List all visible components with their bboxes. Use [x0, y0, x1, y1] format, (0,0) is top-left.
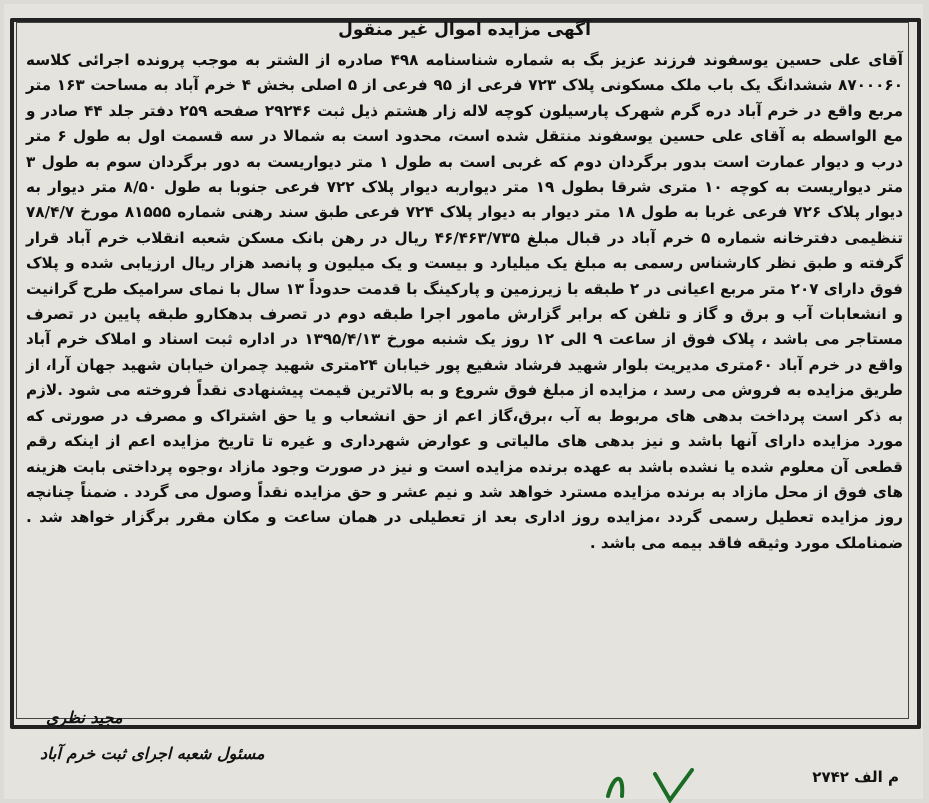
signer-name: مجید نظری — [46, 708, 123, 727]
notice-title: آگهی مزایده اموال غیر منقول — [338, 20, 591, 40]
signer-title: مسئول شعبه اجرای ثبت خرم آباد — [40, 744, 265, 763]
notice-body: آقای علی حسین یوسفوند فرزند عزیز بگ به شماره شناسنامه ۴۹۸ صادره از الشتر به موجب پرونده اجرائی کلاسه ۸۷۰۰۰۶۰ ششدانگ یک باب ملک مسکونی پلاک ۷۲۳ فرعی از ۹۵ فرعی از ۵ اصلی بخش ۴ خرم آباد به مساحت ۱۶۳ متر مربع واقع در خرم آباد دره گرم شهرک پارسیلون کوچه لاله زار هشتم ذیل ثبت ۲۹۲۴۶ صفحه ۲۵۹ دفتر جلد ۴۴ صادر و مع الواسطه به آقای علی حسین یوسفوند منتقل شده است، محدود است به شمالا در سه قسمت اول به طول ۶ متر درب و دیوار عمارت است بدور برگردان دوم که غربی است به طول ۱ متر دیواریست به دور برگردان سوم به طول ۳ متر دیواریست به کوچه ۱۰ متری شرقا بطول ۱۹ متر دیواربه دیوار پلاک ۷۲۲ فرعی جنوبا به طول ۸/۵۰ متر دیوار به دیوار پلاک ۷۲۶ فرعی غربا به طول ۱۸ متر دیوار به دیوار پلاک ۷۲۴ فرعی طبق سند رهنی شماره ۸۱۵۵۵ مورخ ۷۸/۴/۷ تنظیمی دفترخانه شماره ۵ خرم آباد در قبال مبلغ ۴۶/۴۶۳/۷۳۵ ریال در رهن بانک مسکن شعبه انقلاب خرم آباد قرار گرفته و طبق نظر کارشناس رسمی به مبلغ یک میلیارد و بیست و یک میلیون و پانصد هزار ریال ارزیابی شده و پلاک فوق دارای ۲۰۷ متر مربع اعیانی در ۲ طبقه با زیرزمین و پارکینگ با قدمت حدوداً ۱۳ سال با نمای سرامیک طرح گرانیت و انشعابات آب و برق و گاز و تلفن که برابر گزارش مامور اجرا طبقه دوم در تصرف بدهکارو طبقه پایین در تصرف مستاجر می باشد ، پلاک فوق از ساعت ۹ الی ۱۲ روز یک شنبه مورخ ۱۳۹۵/۴/۱۳ در اداره ثبت اسناد و املاک خرم آباد واقع در خرم آباد ۶۰متری مدیریت بلوار شهید فرشاد شفیع پور خیابان ۲۴متری شهید چمران خیابان شهید جهان آرا، از طریق مزایده به فروش می رسد ، مزایده از مبلغ فوق شروع و به بالاترین قیمت پیشنهادی نقداً فروخته می شود .لازم به ذکر است پرداخت بدهی های مربوط به آب ،برق،گاز اعم از حق انشعاب و یا حق اشتراک و مصرف در صورتی که مورد مزایده دارای آنها باشد و نیز بدهی های مالیاتی و عوارض شهرداری و غیره تا تاریخ مزایده اعم از اینکه رقم قطعی آن معلوم شده یا نشده باشد به عهده برنده مزایده است و نیز در صورت وجود مازاد ،وجوه پرداختی بابت هزینه های فوق از محل مازاد به برنده مزایده مسترد خواهد شد و نیم عشر و حق مزایده نقداً وصول می گردد . ضمناً چنانچه روز مزایده تعطیل رسمی گردد ،مزایده روز اداری بعد از تعطیلی در همان ساعت و مکان مقرر برگزار خواهد شد . ضمناملک مورد وثیقه فاقد بیمه می باشد . — [26, 51, 904, 552]
handwritten-mark-icon — [600, 766, 720, 803]
reference-code: م الف ۲۷۴۲ — [812, 768, 899, 786]
